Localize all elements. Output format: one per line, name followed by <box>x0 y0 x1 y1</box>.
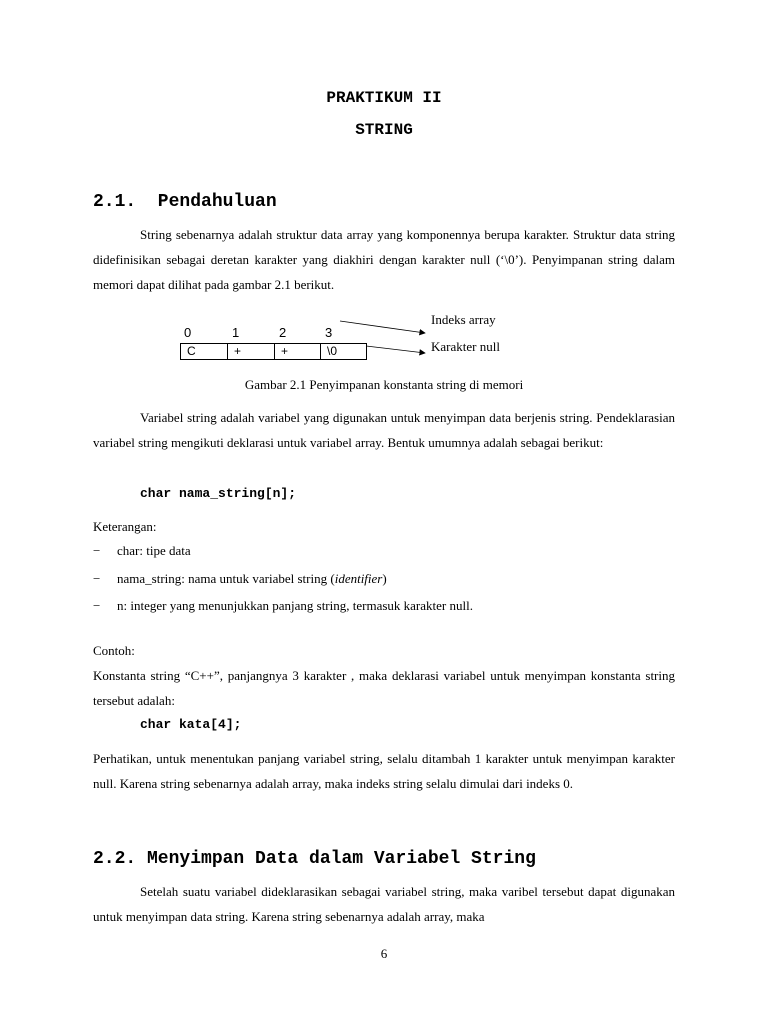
bullet-dash: − <box>93 571 101 586</box>
paragraph-variable <box>93 405 675 455</box>
code-example: char kata[4]; <box>140 717 242 732</box>
bullet-item <box>93 543 191 559</box>
bullet-item <box>93 571 387 587</box>
paragraph-section2-text: Setelah suatu variabel dideklarasikan sebagai variabel string, maka varibel tersebut dapat digunakan untuk menyimpan data string. Karena string sebenarnya adalah array, maka <box>93 884 675 924</box>
figure-caption: Gambar 2.1 Penyimpanan konstanta string di memori <box>244 377 524 392</box>
bullet-item <box>93 598 473 614</box>
page-subtitle: STRING <box>355 121 413 139</box>
bullet-dash: − <box>93 598 101 613</box>
figure-index-2: 2 <box>279 325 287 340</box>
figure-cell-1: + <box>227 343 275 360</box>
section-heading-2-2: 2.2. Menyimpan Data dalam Variabel String <box>93 849 536 869</box>
paragraph-section2 <box>93 879 675 929</box>
bullet-italic: identifier <box>334 571 383 586</box>
arrow-null <box>366 346 425 353</box>
bullet-text: n: integer yang menunjukkan panjang string, termasuk karakter null. <box>117 598 473 613</box>
figure-index-3: 3 <box>325 325 333 340</box>
page-number: 6 <box>380 946 388 961</box>
paragraph-intro-text: String sebenarnya adalah struktur data array yang komponennya berupa karakter. Struktur data string didefinisikan sebagai deretan karakter yang diakhiri dengan karakter null (‘\0’). Penyimpanan string dalam memori dapat dilihat pada gambar 2.1 berikut. <box>93 227 675 292</box>
bullet-after: ) <box>382 571 387 586</box>
code-declaration: char nama_string[n]; <box>140 486 297 501</box>
bullet-dash: − <box>93 543 101 558</box>
bullet-text: char: tipe data <box>117 543 191 558</box>
figure-label-null: Karakter null <box>431 339 500 354</box>
keterangan-label: Keterangan: <box>93 519 157 534</box>
section-heading-2-1: 2.1. Pendahuluan <box>93 192 277 212</box>
figure-cell-3: \0 <box>320 343 367 360</box>
figure-arrows <box>0 0 768 400</box>
paragraph-note <box>93 746 675 796</box>
figure-index-1: 1 <box>232 325 240 340</box>
arrow-index <box>340 321 425 333</box>
figure-label-index: Indeks array <box>431 312 496 327</box>
figure-cell-0: C <box>180 343 228 360</box>
paragraph-example-text: Konstanta string “C++”, panjangnya 3 karakter , maka deklarasi variabel untuk menyimpan konstanta string tersebut adalah: <box>93 668 675 708</box>
figure-cell-2: + <box>274 343 321 360</box>
figure-index-0: 0 <box>184 325 192 340</box>
paragraph-variable-text: Variabel string adalah variabel yang digunakan untuk menyimpan data berjenis string. Pendeklarasian variabel string mengikuti deklarasi untuk variabel array. Bentuk umumnya adalah sebagai berikut: <box>93 410 675 450</box>
page-title: PRAKTIKUM II <box>326 89 442 107</box>
bullet-text: nama_string: nama untuk variabel string ( <box>117 571 335 586</box>
paragraph-example <box>93 663 675 713</box>
paragraph-note-text: Perhatikan, untuk menentukan panjang variabel string, selalu ditambah 1 karakter untuk menyimpan karakter null. Karena string sebenarnya adalah array, maka indeks string selalu dimulai dari indeks 0. <box>93 751 675 791</box>
contoh-label: Contoh: <box>93 643 135 658</box>
